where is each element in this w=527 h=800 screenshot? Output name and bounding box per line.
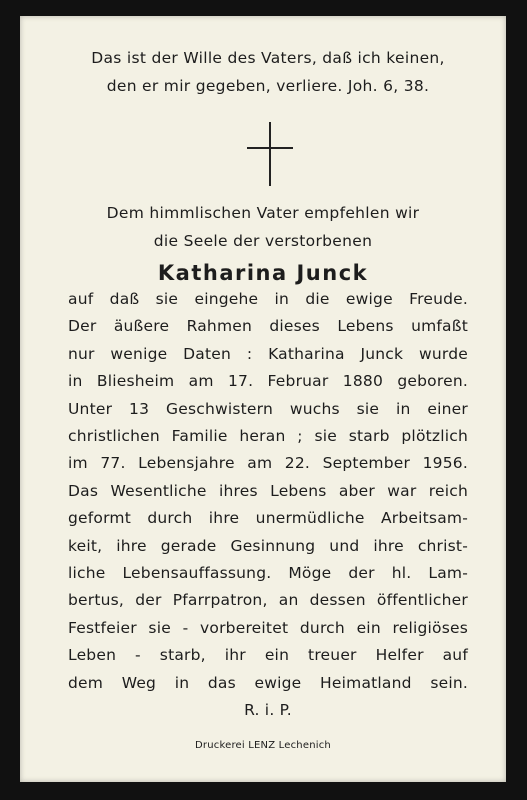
text-line: Der äußere Rahmen dieses Lebens umfaßt [68,317,468,336]
bible-verse [58,44,478,100]
text-line: bertus, der Pfarrpatron, an dessen öffentlicher [68,591,468,610]
cross-icon [247,122,293,186]
text-line: im 77. Lebensjahre am 22. September 1956. [68,454,468,473]
text-line: keit, ihre gerade Gesinnung und ihre christ- [68,536,468,555]
text-line: Leben - starb, ihr ein treuer Helfer auf [68,646,468,665]
text-line: auf daß sie eingehe in die ewige Freude. [68,290,468,308]
verse-line: Das ist der Wille des Vaters, daß ich keinen, [91,49,445,67]
printer-credit: Druckerei LENZ Lechenich [195,740,331,751]
text-line: liche Lebensauffassung. Möge der hl. Lam- [68,564,468,583]
intro-text [50,199,476,255]
memorial-card [20,16,506,782]
text-line: Das Wesentliche ihres Lebens aber war reich [68,481,468,500]
text-line: geformt durch ihre unermüdliche Arbeitsam- [68,509,468,528]
text-line: christlichen Familie heran ; sie starb plötzlich [68,427,468,446]
text-line: in Bliesheim am 17. Februar 1880 geboren. [68,372,468,391]
intro-line: Dem himmlischen Vater empfehlen wir [106,204,420,222]
text-line: nur wenige Daten : Katharina Junck wurde [68,344,468,363]
verse-line: den er mir gegeben, verliere. Joh. 6, 38. [106,77,430,95]
intro-line: die Seele der verstorbenen [153,232,373,250]
text-line: Festfeier sie - vorbereitet durch ein religiöses [68,618,468,637]
rip-line: R. i. P. [244,701,292,720]
text-line: dem Weg in das ewige Heimatland sein. [68,673,468,692]
text-line: Unter 13 Geschwistern wuchs sie in einer [68,399,468,418]
obituary-text [68,286,468,725]
deceased-name: Katharina Junck [157,261,369,285]
